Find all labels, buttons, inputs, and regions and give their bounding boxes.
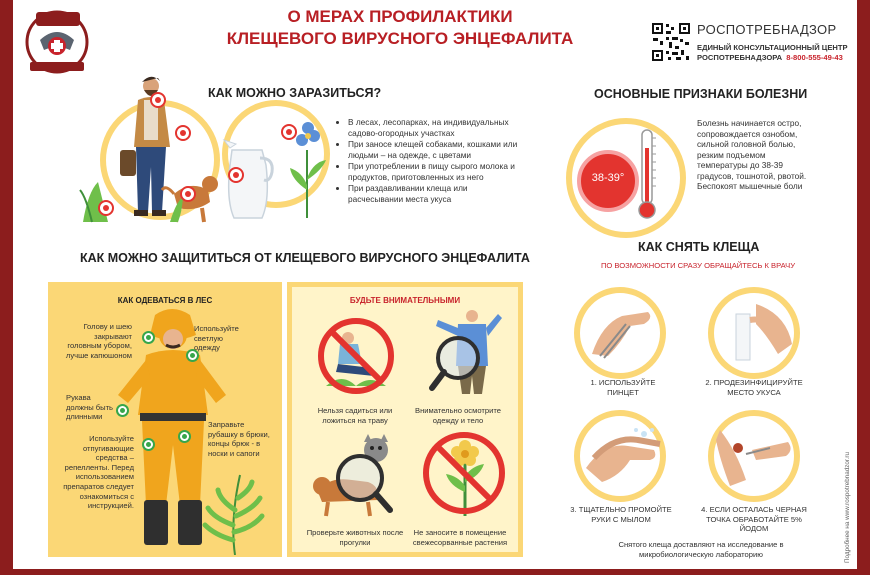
- tick-marker-milk: [228, 167, 244, 183]
- tick-marker-dog: [180, 186, 196, 202]
- temperature-value: 38-39°: [591, 172, 625, 184]
- remove-step-2: 2. ПРОДЕЗИНФИЦИРУЙТЕ МЕСТО УКУСА: [705, 378, 803, 397]
- remove-subheading: ПО ВОЗМОЖНОСТИ СРАЗУ ОБРАЩАЙТЕСЬ К ВРАЧУ: [600, 261, 796, 270]
- iodine-illustration: [716, 420, 796, 490]
- bottom-frame-border: [0, 569, 870, 575]
- symptoms-description: Болезнь начинается остро, сопровождается ознобом, сильной головной болью, резким подъемом температуры до 38-39 градусов, тошнотой, рвотой. Беспокоят мышечные боли: [697, 118, 807, 191]
- dress-tip-repellent: Используйте отпугивающие средства – репелленты. Перед использованием препаратов следует ознакомиться с инструкцией.: [63, 434, 134, 511]
- attention-tip-flowers: Не заносите в помещение свежесорванные растения: [412, 528, 508, 547]
- website-side-note[interactable]: Подробнее на www.rospotrebnadzor.ru: [844, 451, 851, 563]
- remove-heading: КАК СНЯТЬ КЛЕЩА: [638, 240, 760, 254]
- tick-marker-grass: [98, 200, 114, 216]
- dress-tip-sleeves: Рукава должны быть длинными: [66, 393, 114, 422]
- page-title: [190, 6, 610, 50]
- hand-washing-illustration: [580, 420, 664, 490]
- marker-head: [142, 331, 155, 344]
- consulting-center-line-1: ЕДИНЫЙ КОНСУЛЬТАЦИОННЫЙ ЦЕНТР: [697, 43, 848, 52]
- pet-check-illustration: [308, 432, 404, 522]
- infection-item-forest: • В лесах, лесопарках, на индивидуальных садово-огородных участках: [348, 117, 523, 138]
- attention-tip-pets: Проверьте животных после прогулки: [306, 528, 404, 547]
- infection-item-pets: • При заносе клещей собаками, кошками или людьми – на одежде, с цветами: [348, 139, 523, 160]
- dress-tip-tuck: Заправьте рубашку в брюки, концы брюк - в носки и сапоги: [208, 420, 270, 458]
- tick-marker-flower: [281, 124, 297, 140]
- title-line-1: О МЕРАХ ПРОФИЛАКТИКИ: [287, 7, 513, 26]
- consulting-center-line-2: [697, 53, 843, 62]
- dress-heading: КАК ОДЕВАТЬСЯ В ЛЕС: [117, 296, 213, 305]
- center-name: РОСПОТРЕБНАДЗОРА: [697, 53, 783, 62]
- hotline-phone[interactable]: 8-800-555-49-43: [786, 53, 843, 62]
- disinfect-illustration: [716, 294, 796, 364]
- symptoms-heading: ОСНОВНЫЕ ПРИЗНАКИ БОЛЕЗНИ: [594, 87, 808, 101]
- magnifier-inspect-illustration: [428, 306, 502, 398]
- milk-and-flowers-illustration: [222, 110, 337, 220]
- remove-footnote: Снятого клеща доставляют на исследование в микробиологическую лабораторию: [618, 540, 784, 559]
- attention-tip-inspect: Внимательно осмотрите одежду и тело: [415, 406, 501, 425]
- remove-step-1: 1. ИСПОЛЬЗУЙТЕ ПИНЦЕТ: [590, 378, 656, 397]
- org-name: РОСПОТРЕБНАДЗОР: [697, 22, 837, 37]
- marker-repellent: [142, 438, 155, 451]
- fern-plant-illustration: [200, 470, 270, 555]
- attention-heading: БУДЬТЕ ВНИМАТЕЛЬНЫМИ: [349, 296, 461, 305]
- tick-marker-hiker-shoulder: [150, 92, 166, 108]
- tick-marker-hiker-hand: [175, 125, 191, 141]
- marker-tuck: [178, 430, 191, 443]
- attention-tip-no-sit: Нельзя садиться или ложиться на траву: [317, 406, 393, 425]
- thermometer-icon: [636, 128, 658, 220]
- infection-item-crushing: • При раздавливании клеща или расчесывании места укуса: [348, 183, 523, 204]
- infection-heading: КАК МОЖНО ЗАРАЗИТЬСЯ?: [208, 86, 382, 100]
- prohibited-sign-sitting: [318, 318, 394, 394]
- remove-step-3: 3. ТЩАТЕЛЬНО ПРОМОЙТЕ РУКИ С МЫЛОМ: [570, 505, 672, 524]
- protect-heading: КАК МОЖНО ЗАЩИТИТЬСЯ ОТ КЛЕЩЕВОГО ВИРУСНОГО ЭНЦЕФАЛИТА: [80, 251, 530, 265]
- infection-item-milk: • При употреблении в пищу сырого молока и продуктов, приготовленных из него: [348, 161, 523, 182]
- left-frame-border: [0, 0, 13, 575]
- qr-code[interactable]: [651, 22, 691, 62]
- title-line-2: КЛЕЩЕВОГО ВИРУСНОГО ЭНЦЕФАЛИТА: [226, 29, 574, 48]
- dress-tip-head: Голову и шею закрывают головным убором, лучше капюшоном: [65, 322, 132, 360]
- infection-list: [338, 117, 523, 205]
- prohibited-sign-flowers: [423, 432, 505, 514]
- anniversary-logo: [20, 4, 95, 76]
- logo-text: [20, 4, 95, 76]
- marker-sleeves: [116, 404, 129, 417]
- remove-step-4: 4. ЕСЛИ ОСТАЛАСЬ ЧЕРНАЯ ТОЧКА ОБРАБОТАЙТЕ 5% ЙОДОМ: [701, 505, 807, 534]
- right-frame-border: [857, 0, 870, 575]
- tweezers-hand-illustration: [582, 294, 662, 364]
- dress-tip-light: Используйте светлую одежду: [194, 324, 239, 353]
